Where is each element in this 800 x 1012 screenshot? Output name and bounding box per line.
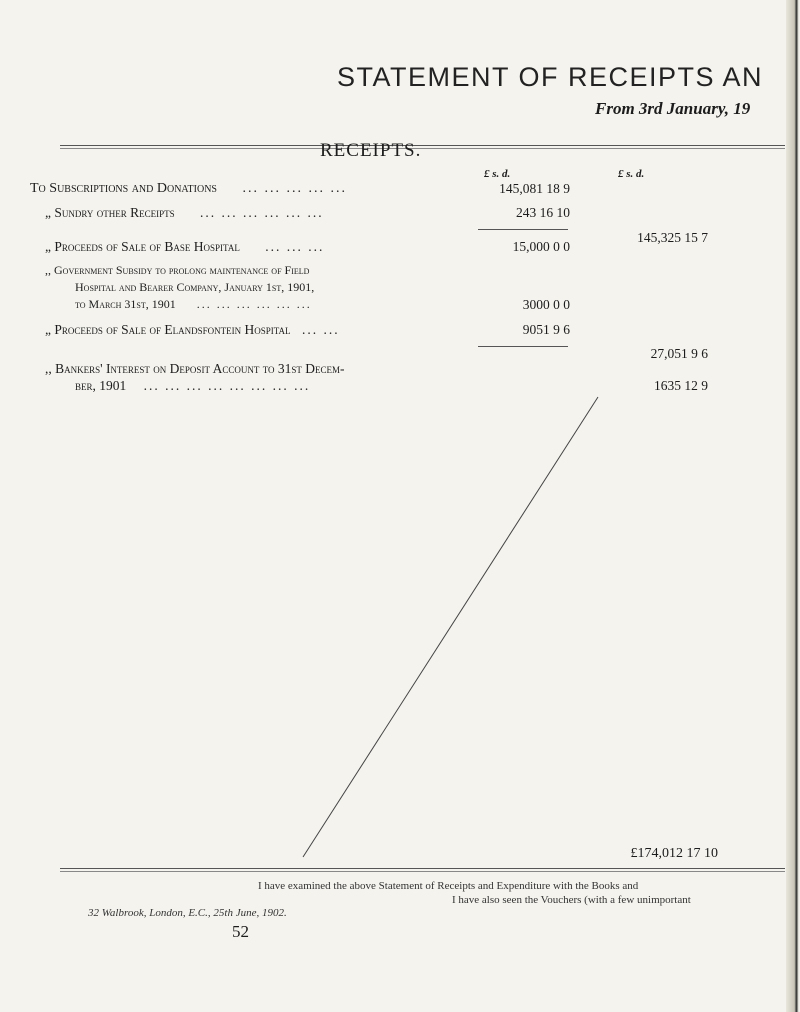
cancel-diagonal-line [300, 395, 620, 860]
row-label: ,, Government Subsidy to prolong maintenance of Field [45, 263, 310, 277]
row-amount: 243 16 10 [516, 205, 570, 220]
subtotal-1: 145,325 15 7 [637, 230, 708, 245]
auditor-statement-line1: I have examined the above Statement of Receipts and Expenditure with the Books and [258, 880, 639, 892]
row-amount: 9051 9 6 [522, 322, 570, 337]
footer-rule-bottom [60, 871, 785, 872]
col2-units: £ s. d. [618, 168, 645, 180]
row-amount: 145,081 18 9 [499, 181, 570, 196]
page-number: 52 [232, 922, 249, 941]
header-rule-top [60, 145, 785, 146]
header-rule-bottom [60, 148, 785, 149]
footer-rule-top [60, 868, 785, 869]
row-label: „ Sundry other Receipts ... ... ... ... ... ... [45, 205, 324, 220]
row-label: ,, Bankers' Interest on Deposit Account to 31st Decem- [45, 361, 345, 376]
row-amount: 3000 0 0 [522, 297, 570, 312]
auditor-address: 32 Walbrook, London, E.C., 25th June, 1902. [88, 907, 287, 919]
subtotal-rule [478, 229, 568, 230]
subtotal-3: 1635 12 9 [654, 378, 708, 393]
row-label-cont: ber, 1901 ... ... ... ... ... ... ... ... [75, 378, 311, 393]
section-heading: RECEIPTS. [320, 140, 422, 161]
auditor-statement-line2: I have also seen the Vouchers (with a few unimportant [452, 894, 691, 906]
row-label-cont: to March 31st, 1901 ... ... ... ... ... ... [75, 297, 312, 311]
page-title: STATEMENT OF RECEIPTS AN [337, 62, 764, 92]
row-label-cont: Hospital and Bearer Company, January 1st, 1901, [75, 280, 315, 294]
grand-total: £174,012 17 10 [630, 846, 718, 861]
row-label: „ Proceeds of Sale of Base Hospital ... ... ... [45, 239, 325, 254]
row-amount: 15,000 0 0 [512, 239, 570, 254]
col1-units: £ s. d. [484, 168, 511, 180]
date-subtitle: From 3rd January, 19 [595, 99, 751, 118]
row-label: „ Proceeds of Sale of Elandsfontein Hospital ... ... [45, 322, 340, 337]
subtotal-2: 27,051 9 6 [650, 346, 708, 361]
row-label: To Subscriptions and Donations ... ... ... ... ... [30, 181, 347, 196]
page-edge-shadow [786, 0, 800, 1012]
subtotal-rule [478, 346, 568, 347]
